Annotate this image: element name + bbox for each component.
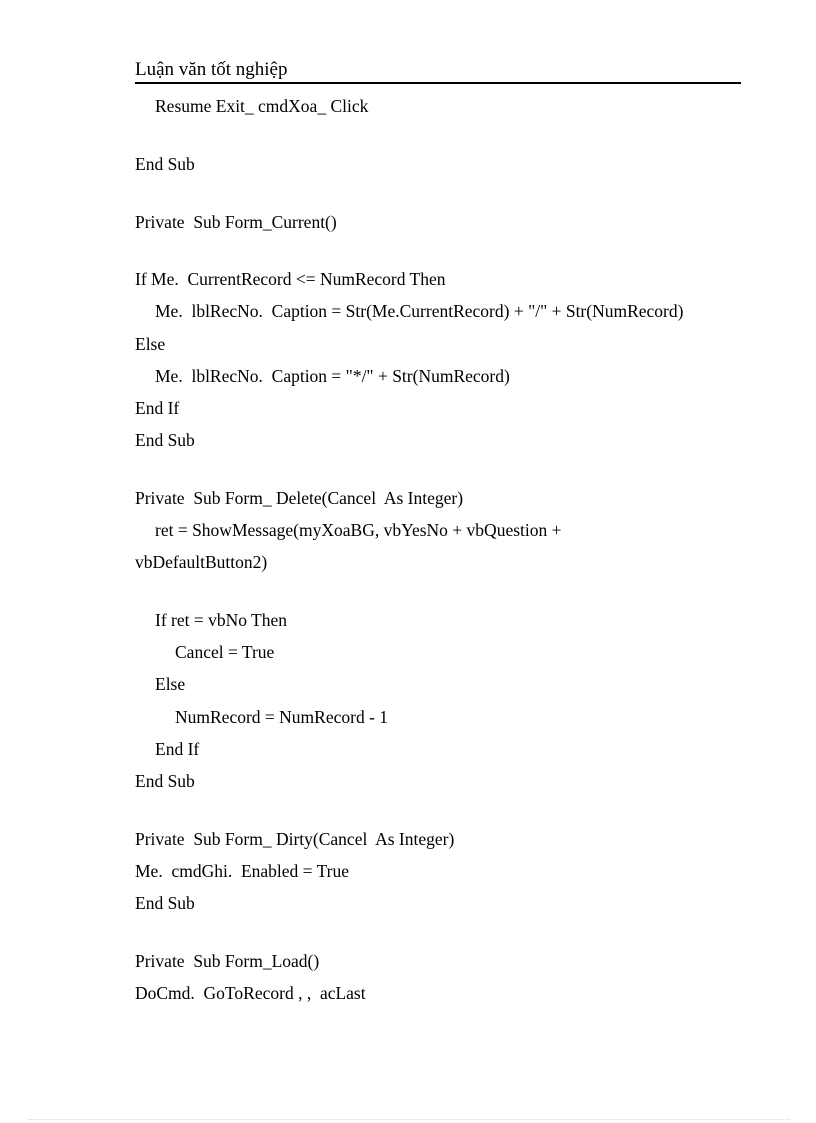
code-line-22: Private Sub Form_Load()	[135, 951, 320, 971]
code-line-17: End If	[155, 739, 200, 759]
code-line-23: DoCmd. GoToRecord , , acLast	[135, 983, 366, 1003]
code-line-15: Else	[155, 674, 186, 694]
page-bottom-border	[28, 1119, 790, 1120]
code-line-10: Private Sub Form_ Delete(Cancel As Integer)	[135, 488, 464, 508]
code-line-3: Private Sub Form_Current()	[135, 212, 337, 232]
code-line-8: End If	[135, 398, 180, 418]
code-line-6: Else	[135, 334, 166, 354]
code-line-18: End Sub	[135, 771, 195, 791]
code-line-5: Me. lblRecNo. Caption = Str(Me.CurrentRecord) + "/" + Str(NumRecord)	[155, 301, 684, 321]
code-line-12: vbDefaultButton2)	[135, 552, 268, 572]
page-header-title: Luận văn tốt nghiệp	[135, 59, 288, 80]
code-line-20: Me. cmdGhi. Enabled = True	[135, 861, 350, 881]
code-line-19: Private Sub Form_ Dirty(Cancel As Integer)	[135, 829, 455, 849]
code-line-1: Resume Exit_ cmdXoa_ Click	[155, 96, 369, 116]
code-line-11: ret = ShowMessage(myXoaBG, vbYesNo + vbQuestion +	[155, 520, 562, 540]
code-line-9: End Sub	[135, 430, 195, 450]
code-line-2: End Sub	[135, 154, 195, 174]
code-line-7: Me. lblRecNo. Caption = "*/" + Str(NumRecord)	[155, 366, 510, 386]
code-line-21: End Sub	[135, 893, 195, 913]
code-line-16: NumRecord = NumRecord - 1	[175, 707, 389, 727]
code-line-4: If Me. CurrentRecord <= NumRecord Then	[135, 269, 446, 289]
header-divider	[135, 82, 741, 84]
code-line-13: If ret = vbNo Then	[155, 610, 288, 630]
code-line-14: Cancel = True	[175, 642, 275, 662]
